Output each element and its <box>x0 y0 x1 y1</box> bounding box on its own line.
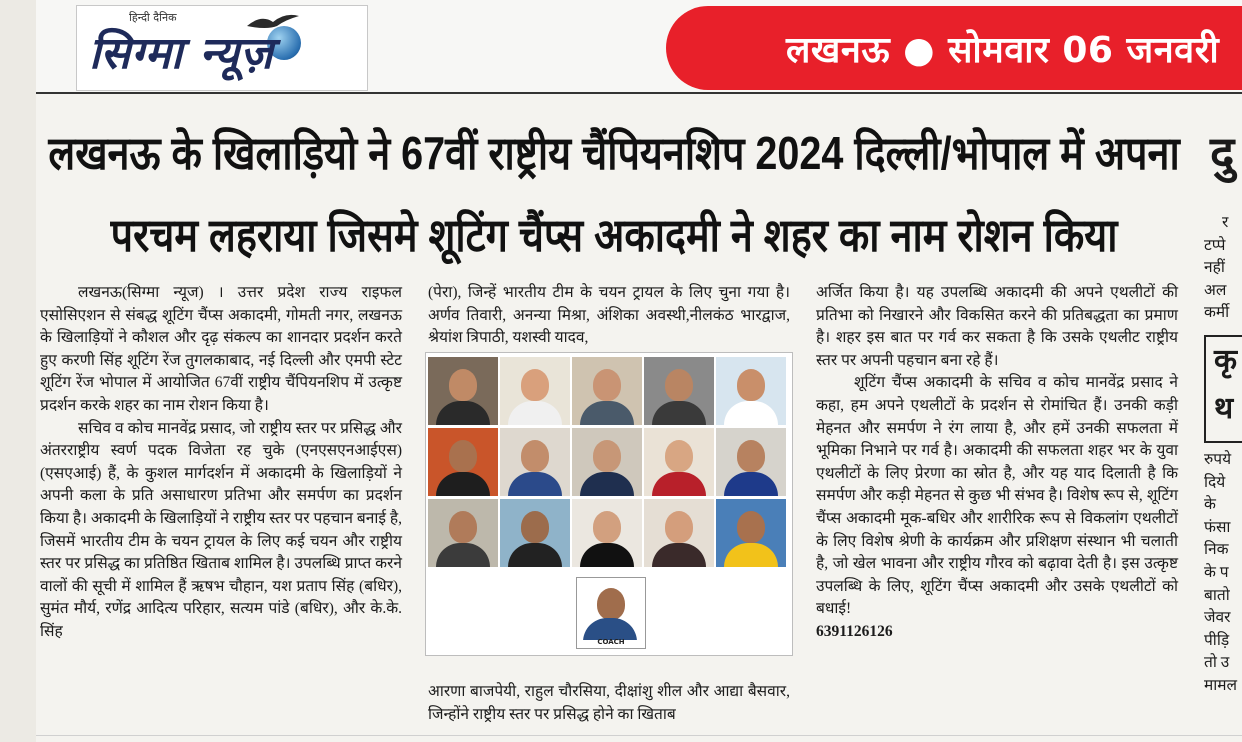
article-column-2-bottom <box>428 681 790 726</box>
text-fragment: पीड़ि <box>1204 631 1230 649</box>
page-bottom-rule <box>36 735 1242 736</box>
subhead-fragment: कृ <box>1214 343 1238 377</box>
article-paragraph: अर्जित किया है। यह उपलब्धि अकादमी की अपने एथलीटों की प्रतिभा को निखारने और विकसित करने की प्रतिबद्धता का प्रमाण है। शहर इस बात पर गर्व कर सकता है कि उसके एथलीट राष्ट्रीय स्तर पर अपनी पहचान बना रहे हैं। <box>816 284 1178 369</box>
coach-portrait <box>577 578 645 640</box>
text-fragment: फंसा <box>1204 518 1231 536</box>
athlete-photo <box>428 357 498 425</box>
athlete-photo <box>644 357 714 425</box>
date-banner-text: लखनऊ ● सोमवार 06 जनवरी <box>786 30 1220 71</box>
subhead-fragment: थ <box>1214 391 1234 425</box>
date-banner <box>666 6 1242 90</box>
text-fragment: मामल <box>1204 676 1238 694</box>
athlete-photo <box>500 357 570 425</box>
coach-photo <box>576 577 646 649</box>
page-margin <box>0 0 36 742</box>
athlete-photo <box>644 428 714 496</box>
athlete-photo <box>500 499 570 567</box>
text-fragment: कर्मी <box>1204 304 1230 322</box>
text-fragment: टप्पे <box>1204 236 1226 254</box>
athlete-photo <box>500 428 570 496</box>
athlete-photo <box>716 499 786 567</box>
athlete-photo-grid <box>425 352 793 656</box>
adjacent-subhead-box <box>1204 335 1242 443</box>
article-paragraph: शूटिंग चैंप्स अकादमी के सचिव व कोच मानवेंद्र प्रसाद ने कहा, हम अपने एथलीटों के प्रदर्शन से रोमांचित हैं। उनकी कड़ी मेहनत और समर्पण ने रंग लाया है, और हमें उनकी सफलता में भूमिका निभाने पर गर्व है। अकादमी की सफलता शहर भर के युवा एथलीटों के लिए प्रेरणा का स्रोत है, और यह याद दिलाती है कि समर्पण और कड़ी मेहनत से कुछ भी संभव है। विशेष रूप से, शूटिंग चैंप्स अकादमी मूक-बधिर और शारीरिक रूप से विकलांग एथलीटों के लिए विशेष श्रेणी के कार्यक्रम और प्रशिक्षण संस्थान भी चलाती है, जो खेल भावना और राष्ट्रीय गौरव को बढ़ावा देती है। इस उत्कृष्ट उपलब्धि के लिए, शूटिंग चैंप्स अकादमी और उसके एथलीटों को बधाई! <box>816 374 1178 618</box>
headline-line-1: लखनऊ के खिलाड़ियो ने 67वीं राष्ट्रीय चैंपियनशिप 2024 दिल्ली/भोपाल में अपना <box>48 127 1180 179</box>
text-fragment: नहीं <box>1204 259 1225 277</box>
adjacent-article-column <box>1204 212 1242 698</box>
text-fragment: दिये <box>1204 473 1226 491</box>
text-fragment: निक <box>1204 541 1229 559</box>
text-fragment: अल <box>1204 281 1227 299</box>
logo-tagline: हिन्दी दैनिक <box>129 11 177 24</box>
athlete-photo <box>572 428 642 496</box>
article-column-2-top <box>428 282 790 350</box>
article-paragraph: (पेरा), जिन्हें भारतीय टीम के चयन ट्रायल के लिए चुना गया है। अर्णव तिवारी, अनन्या मिश्रा, अंशिका अवस्थी,नीलकंठ भारद्वाज, श्रेयांश त्रिपाठी, यशस्वी यादव, <box>428 284 790 347</box>
article-column-1 <box>40 282 402 644</box>
article-paragraph: लखनऊ(सिग्मा न्यूज) । उत्तर प्रदेश राज्य राइफल एसोसिएशन से संबद्ध शूटिंग चैंप्स अकादमी, गोमती नगर, लखनऊ के खिलाड़ियों ने कौशल और दृढ़ संकल्प का शानदार प्रदर्शन करते हुए करणी सिंह शूटिंग रेंज तुगलकाबाद, नई दिल्ली और एमपी स्टेट शूटिंग रेंज भोपाल में आयोजित 67वीं राष्ट्रीय चैंपियनशिप में उत्कृष्ट प्रदर्शन करके शहर का नाम रोशन किया है। <box>40 284 402 414</box>
text-fragment: तो उ <box>1204 654 1230 672</box>
text-fragment: के <box>1204 496 1216 514</box>
adjacent-headline: दु <box>1210 127 1235 179</box>
athlete-photo <box>428 499 498 567</box>
athlete-photo <box>716 428 786 496</box>
article-column-3 <box>816 282 1178 644</box>
athlete-photo <box>572 499 642 567</box>
athlete-photo <box>572 357 642 425</box>
text-fragment: र <box>1222 214 1229 231</box>
headline <box>40 112 1188 276</box>
text-fragment: रुपये <box>1204 450 1232 468</box>
article-paragraph: सचिव व कोच मानवेंद्र प्रसाद, जो राष्ट्रीय स्तर पर प्रसिद्ध और अंतरराष्ट्रीय स्वर्ण पदक विजेता रह चुके (एनएसएनआईएस) (एसएआई) हैं, के कुशल मार्गदर्शन में अकादमी के खिलाड़ियों ने अपनी कला के प्रति असाधारण प्रतिभा और समर्पण का प्रदर्शन किया है। अकादमी के खिलाड़ियों ने राष्ट्रीय स्तर पर पहचान बनाई है, जिसमें भारतीय टीम के चयन ट्रायल के लिए कई चयन और राष्ट्रीय स्तर पर प्रसिद्ध का प्रतिष्ठित खिताब शामिल है। उपलब्धि प्राप्त करने वालों की सूची में शामिल हैं ऋषभ चौहान, यश प्रताप सिंह (बधिर), सुमंत मौर्य, रणेंद्र आदित्य परिहार, सत्यम पांडे (बधिर), और के.के. सिंह <box>40 419 402 640</box>
newspaper-logo <box>76 5 368 91</box>
coach-label: COACH <box>597 638 625 646</box>
headline-line-2: परचम लहराया जिसमे शूटिंग चैंप्स अकादमी ने शहर का नाम रोशन किया <box>110 209 1118 261</box>
athlete-photo <box>716 357 786 425</box>
text-fragment: के प <box>1204 563 1229 581</box>
masthead-divider <box>36 92 1242 94</box>
athlete-photo <box>644 499 714 567</box>
text-fragment: बातो <box>1204 586 1230 604</box>
logo-name: सिग्मा न्यूज़ <box>89 28 274 79</box>
athlete-photo <box>428 428 498 496</box>
text-fragment: जेवर <box>1204 609 1231 627</box>
contact-phone: 6391126126 <box>816 622 893 640</box>
article-paragraph: आरणा बाजपेयी, राहुल चौरसिया, दीक्षांशु शील और आद्या बैसवार, जिन्होंने राष्ट्रीय स्तर पर प्रसिद्ध होने का खिताब <box>428 683 790 723</box>
